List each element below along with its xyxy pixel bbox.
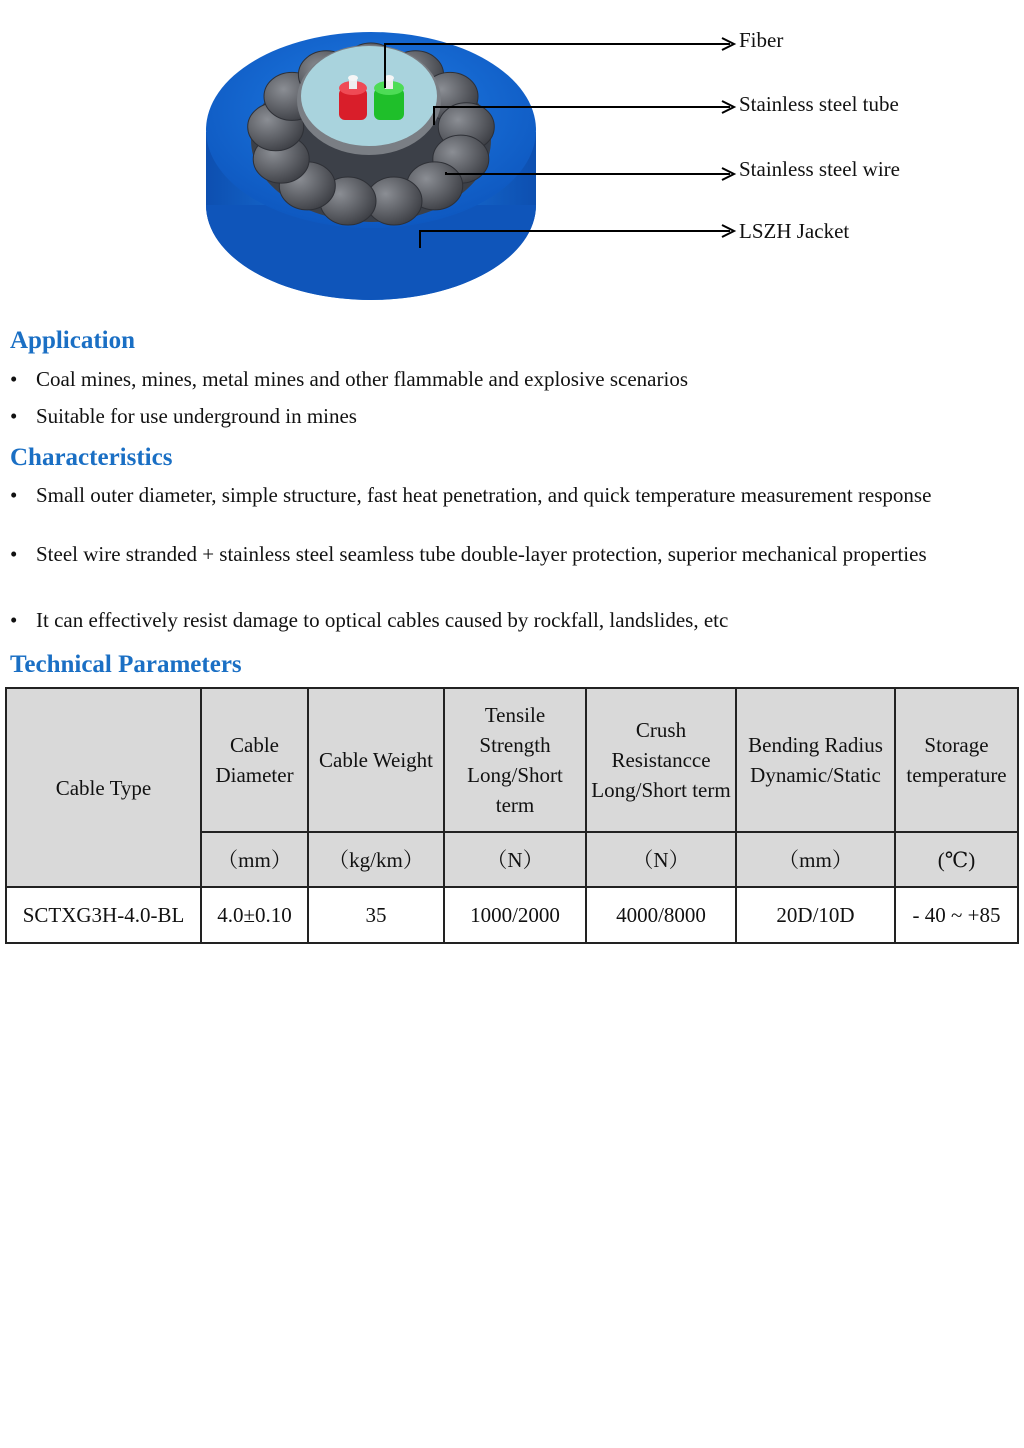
cell-bending: 20D/10D [736,887,895,943]
characteristics-item: • Small outer diameter, simple structure, fast heat penetration, and quick temperature measurement response [10,480,1010,510]
callout-arrows [722,38,734,237]
bullet-dot: • [10,483,18,507]
characteristics-heading: Characteristics [10,444,173,471]
cell-weight: 35 [308,887,444,943]
header-tensile-strength: Tensile Strength Long/Short term [444,688,586,832]
header-cable-weight: Cable Weight [308,688,444,832]
bullet-dot: • [10,542,18,566]
application-heading: Application [10,327,136,354]
cable-cross-section-figure [0,0,1024,310]
callout-stainless-steel-wire: Stainless steel wire [739,157,900,181]
unit-temperature: (℃) [895,832,1018,887]
header-cable-type: Cable Type [6,688,201,887]
characteristics-item: • Steel wire stranded + stainless steel seamless tube double-layer protection, superior mechanical properties [10,539,1010,569]
unit-tensile: （N） [444,832,586,887]
header-cable-diameter: Cable Diameter [201,688,308,832]
application-item: • Coal mines, mines, metal mines and other flammable and explosive scenarios [10,364,1010,394]
cell-crush: 4000/8000 [586,887,736,943]
table-row [6,887,1018,943]
unit-weight: （kg/km） [308,832,444,887]
header-storage-temperature: Storage temperature [895,688,1018,832]
bullet-dot: • [10,367,18,391]
cell-tensile: 1000/2000 [444,887,586,943]
technical-parameters-table [5,687,1019,944]
characteristics-item: • It can effectively resist damage to optical cables caused by rockfall, landslides, etc [10,605,1010,635]
table-header-row [6,688,1018,832]
bullet-dot: • [10,404,18,428]
tube-inner [301,46,437,146]
unit-bending: （mm） [736,832,895,887]
unit-crush: （N） [586,832,736,887]
steel-tube [297,45,441,155]
callout-fiber: Fiber [739,28,784,52]
cell-cable-type: SCTXG3H-4.0-BL [6,887,201,943]
technical-parameters-heading: Technical Parameters [10,651,242,678]
header-crush-resistance: Crush Resistancce Long/Short term [586,688,736,832]
unit-diameter: （mm） [201,832,308,887]
callout-stainless-steel-tube: Stainless steel tube [739,92,899,116]
callout-lszh-jacket: LSZH Jacket [739,219,850,243]
header-bending-radius: Bending Radius Dynamic/Static [736,688,895,832]
cell-diameter: 4.0±0.10 [201,887,308,943]
cell-temperature: - 40 ~ +85 [895,887,1018,943]
bullet-dot: • [10,608,18,632]
application-item: • Suitable for use underground in mines [10,401,1010,431]
